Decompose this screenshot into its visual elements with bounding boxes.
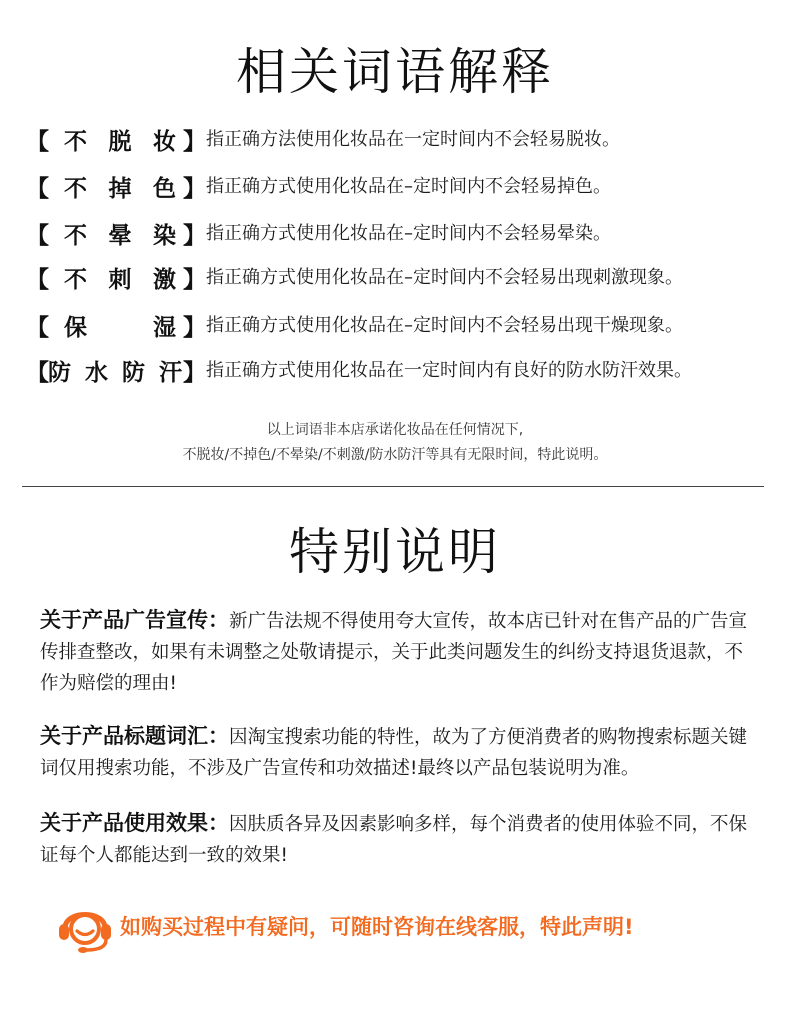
open-bracket: 【 <box>26 129 49 155</box>
glossary-row <box>24 167 774 203</box>
close-bracket: 】 <box>183 176 206 202</box>
term-char: 湿 <box>153 315 176 341</box>
glossary-row <box>24 258 774 294</box>
term-char: 不 <box>64 223 87 249</box>
glossary-term <box>24 306 206 342</box>
term-char: 晕 <box>108 223 132 249</box>
term-char: 防 <box>122 360 145 386</box>
notice-heading: 关于产品广告宣传： <box>40 608 229 632</box>
glossary-note-line: 以上词语非本店承诺化妆品在任何情况下, <box>266 422 524 438</box>
open-bracket: 【 <box>26 360 49 386</box>
notice-heading: 关于产品使用效果： <box>40 811 229 835</box>
notice-paragraph <box>40 605 760 699</box>
open-bracket: 【 <box>26 176 49 202</box>
close-bracket: 】 <box>183 129 206 155</box>
glossary-definition: 指正确方式使用化妆品在–定时间内不会轻易出现刺激现象。 <box>206 267 683 288</box>
open-bracket: 【 <box>26 223 49 249</box>
glossary-note-line: 不脱妆/不掉色/不晕染/不刺激/防水防汗等具有无限时间，特此说明。 <box>182 447 608 463</box>
term-char: 刺 <box>108 267 132 293</box>
glossary-definition: 指正确方式使用化妆品在–定时间内不会轻易晕染。 <box>206 223 611 244</box>
open-bracket: 【 <box>26 267 49 293</box>
notice-paragraph <box>40 721 760 784</box>
glossary-row <box>24 120 774 156</box>
glossary-definition: 指正确方法使用化妆品在一定时间内不会轻易脱妆。 <box>206 129 620 150</box>
term-char: 防 <box>48 360 71 386</box>
close-bracket: 】 <box>183 267 206 293</box>
special-notice-title: 特别说明 <box>289 523 501 581</box>
term-char: 不 <box>64 267 87 293</box>
close-bracket: 】 <box>183 315 206 341</box>
term-char: 色 <box>153 176 176 202</box>
glossary-row <box>24 214 774 250</box>
notice-body: 因肤质各异及因素影响多样，每个消费者的使用体验不同，不保证每个人都能达到一致的效果! <box>40 814 748 866</box>
term-char: 不 <box>64 129 87 155</box>
glossary-term <box>24 258 206 294</box>
close-bracket: 】 <box>183 223 206 249</box>
open-bracket: 【 <box>26 315 49 341</box>
glossary-term <box>24 351 206 387</box>
close-bracket: 】 <box>183 360 206 386</box>
notice-body: 因淘宝搜索功能的特性，故为了方便消费者的购物搜索标题关键词仅用搜索功能，不涉及广告宣传和功效描述!最终以产品包装说明为准。 <box>40 727 748 779</box>
notice-paragraph <box>40 808 760 871</box>
term-char: 不 <box>64 176 87 202</box>
glossary-term <box>24 120 206 156</box>
term-char: 染 <box>153 223 176 249</box>
notice-heading: 关于产品标题词汇： <box>40 724 229 748</box>
term-char: 汗 <box>159 360 182 386</box>
customer-service-headset-icon <box>56 898 114 954</box>
notice-body: 新广告法规不得使用夸大宣传，故本店已针对在售产品的广告宣传排查整改，如果有未调整之处敬请提示，关于此类问题发生的纠纷支持退货退款，不作为赔偿的理由! <box>40 611 748 694</box>
glossary-row <box>24 351 774 387</box>
section-divider <box>22 486 764 487</box>
glossary-definition: 指正确方式使用化妆品在一定时间内有良好的防水防汗效果。 <box>206 360 692 381</box>
glossary-definition: 指正确方式使用化妆品在–定时间内不会轻易出现干燥现象。 <box>206 315 683 336</box>
glossary-term <box>24 167 206 203</box>
glossary-title: 相关词语解释 <box>236 43 554 101</box>
glossary-definition: 指正确方式使用化妆品在–定时间内不会轻易掉色。 <box>206 176 611 197</box>
term-char: 脱 <box>108 129 132 155</box>
term-char: 保 <box>64 315 87 341</box>
glossary-term <box>24 214 206 250</box>
term-char: 妆 <box>153 129 176 155</box>
customer-service-banner <box>56 898 634 954</box>
term-char: 掉 <box>108 176 132 202</box>
term-char: 激 <box>153 267 176 293</box>
term-char: 水 <box>85 360 108 386</box>
customer-service-notice: 如购买过程中有疑问，可随时咨询在线客服，特此声明! <box>120 915 634 939</box>
glossary-row <box>24 306 774 342</box>
